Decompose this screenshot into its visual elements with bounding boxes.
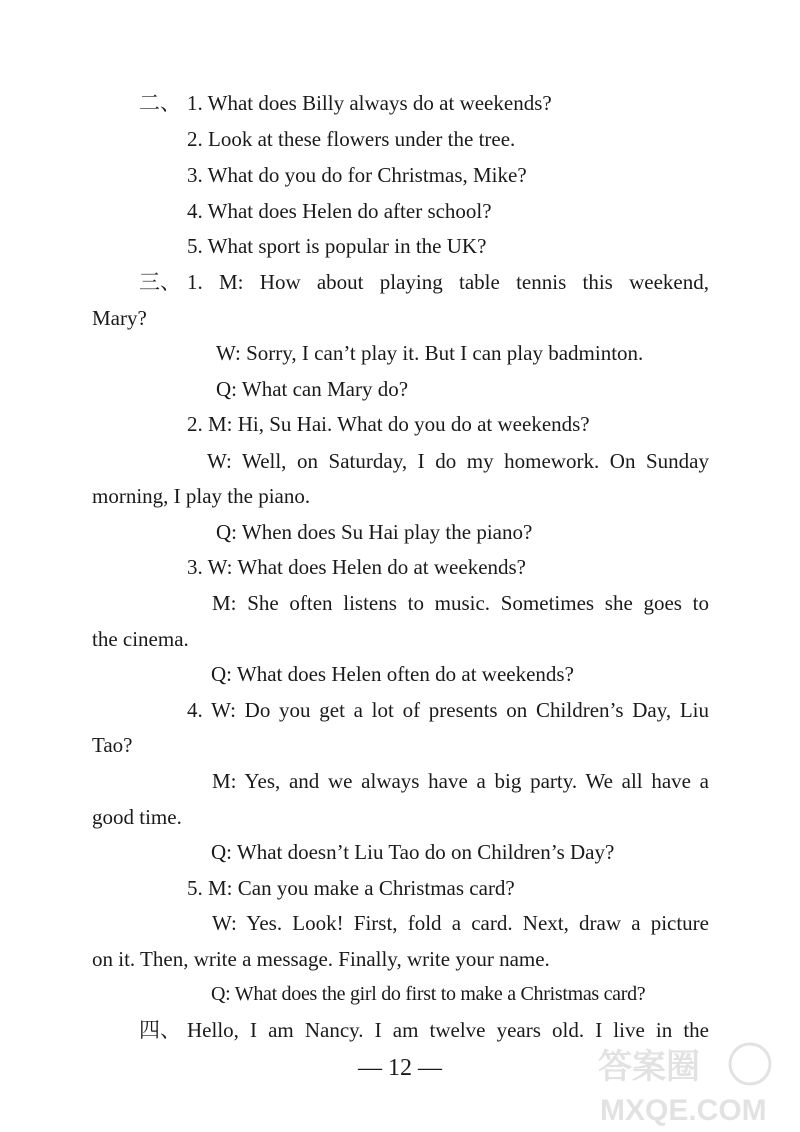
q2-w-line-2: morning, I play the piano. — [92, 484, 311, 508]
q4-q: Q: What doesn’t Liu Tao do on Children’s Day? — [211, 840, 615, 864]
section-2-item-4: 4. What does Helen do after school? — [187, 199, 492, 223]
section-2-item-2: 2. Look at these flowers under the tree. — [187, 127, 516, 151]
section-4-heading: 四、 — [139, 1018, 181, 1042]
q5-m: 5. M: Can you make a Christmas card? — [187, 876, 515, 900]
page-number: — 12 — — [358, 1055, 442, 1081]
q5-w-line-1: W: Yes. Look! First, fold a card. Next, draw a picture — [212, 911, 709, 935]
section-3-heading: 三、 — [139, 270, 181, 294]
q3-w: 3. W: What does Helen do at weekends? — [187, 555, 527, 579]
watermark-circle — [730, 1044, 770, 1084]
watermark-url: MXQE.COM — [600, 1094, 767, 1126]
q3-q: Q: What does Helen often do at weekends? — [211, 662, 574, 686]
q4-w-line-1: 4. W: Do you get a lot of presents on Children’s Day, Liu — [187, 698, 709, 722]
q4-w-line-2: Tao? — [92, 733, 133, 757]
q1-q: Q: What can Mary do? — [216, 377, 409, 401]
q1-m-line-2: Mary? — [92, 306, 147, 330]
section-2-item-3: 3. What do you do for Christmas, Mike? — [187, 163, 527, 187]
q2-q: Q: When does Su Hai play the piano? — [216, 520, 533, 544]
q4-m-line-1: M: Yes, and we always have a big party. We all have a — [212, 769, 709, 793]
q5-w-line-2: on it. Then, write a message. Finally, write your name. — [92, 947, 550, 971]
q3-m-line-2: the cinema. — [92, 627, 189, 651]
section-2-item-5: 5. What sport is popular in the UK? — [187, 234, 487, 258]
q3-m-line-1: M: She often listens to music. Sometimes she goes to — [212, 591, 709, 615]
watermark-chars: 答案圈 — [598, 1048, 700, 1086]
q2-m: 2. M: Hi, Su Hai. What do you do at weekends? — [187, 412, 590, 436]
watermark-logo — [590, 1040, 780, 1126]
q4-m-line-2: good time. — [92, 805, 182, 829]
q1-m-line-1: 1. M: How about playing table tennis this weekend, — [187, 270, 709, 294]
section-2-heading: 二、 — [139, 91, 181, 115]
q2-w-line-1: W: Well, on Saturday, I do my homework. On Sunday — [207, 449, 709, 473]
q1-w: W: Sorry, I can’t play it. But I can play badminton. — [216, 341, 644, 365]
section-4-line-1: Hello, I am Nancy. I am twelve years old. I live in the — [187, 1018, 709, 1042]
section-2-item-1: 1. What does Billy always do at weekends? — [187, 91, 552, 115]
q5-q: Q: What does the girl do first to make a Christmas card? — [211, 983, 646, 1005]
